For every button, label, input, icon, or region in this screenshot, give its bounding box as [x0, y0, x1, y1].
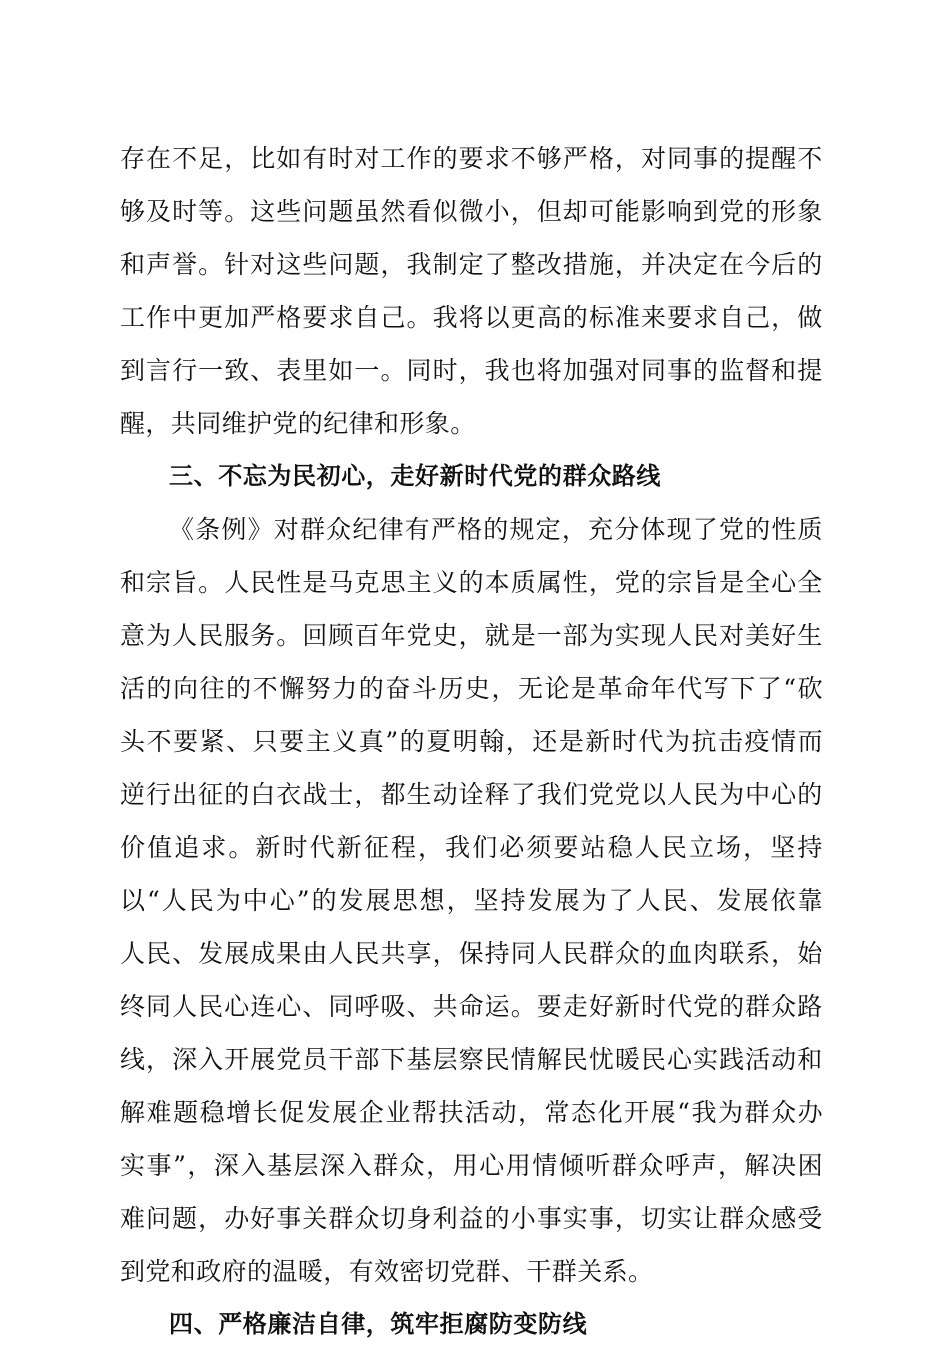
section-heading-4: 四、严格廉洁自律，筑牢拒腐防变防线	[169, 1310, 588, 1338]
paragraph-1-line-3: 和 声 誉 。 针 对 这 些 问 题 ， 我 制 定 了 整 改 措 施 ， 并 决 定 在 今 后 的	[120, 250, 823, 279]
paragraph-1-line-4: 工 作 中 更 加 严 格 要 求 自 己 。 我 将 以 更 高 的 标 准 来 要 求 自 己 ， 做	[120, 303, 823, 332]
paragraph-2-line-4: 活 的 向 往 的 不 懈 努 力 的 奋 斗 历 史 ， 无 论 是 革 命 年 代 写 下 了 “ 砍	[120, 674, 823, 703]
paragraph-2-line-5: 头 不 要 紧 、 只 要 主 义 真 ” 的 夏 明 翰 ， 还 是 新 时 代 为 抗 击 疫 情 而	[120, 727, 823, 756]
paragraph-2-line-12: 解 难 题 稳 增 长 促 发 展 企 业 帮 扶 活 动 ， 常 态 化 开 展 “ 我 为 群 众 办	[120, 1098, 823, 1127]
paragraph-2-line-14: 难 问 题 ， 办 好 事 关 群 众 切 身 利 益 的 小 事 实 事 ， 切 实 让 群 众 感 受	[120, 1204, 823, 1233]
paragraph-1-line-1: 存 在 不 足 ， 比 如 有 时 对 工 作 的 要 求 不 够 严 格 ， 对 同 事 的 提 醒 不	[120, 144, 823, 173]
document-body	[120, 132, 823, 1351]
paragraph-2-line-6: 逆 行 出 征 的 白 衣 战 士 ， 都 生 动 诠 释 了 我 们 党 党 以 人 民 为 中 心 的	[120, 780, 823, 809]
paragraph-2-line-2: 和 宗 旨 。 人 民 性 是 马 克 思 主 义 的 本 质 属 性 ， 党 的 宗 旨 是 全 心 全	[120, 568, 823, 597]
paragraph-2-line-3: 意 为 人 民 服 务 。 回 顾 百 年 党 史 ， 就 是 一 部 为 实 现 人 民 对 美 好 生	[120, 621, 823, 650]
paragraph-2-line-15: 到党和政府的温暖，有效密切党群、干群关系。	[120, 1257, 654, 1286]
paragraph-1-line-6: 醒，共同维护党的纪律和形象。	[120, 409, 476, 438]
paragraph-2-line-13: 实 事 ” ， 深 入 基 层 深 入 群 众 ， 用 心 用 情 倾 听 群 众 呼 声 ， 解 决 困	[120, 1151, 823, 1180]
paragraph-1-line-2: 够 及 时 等 。 这 些 问 题 虽 然 看 似 微 小 ， 但 却 可 能 影 响 到 党 的 形 象	[120, 197, 823, 226]
paragraph-1-line-5: 到 言 行 一 致 、 表 里 如 一 。 同 时 ， 我 也 将 加 强 对 同 事 的 监 督 和 提	[120, 356, 823, 385]
section-heading-3: 三、不忘为民初心，走好新时代党的群众路线	[169, 462, 661, 490]
paragraph-2-line-8: 以 “ 人 民 为 中 心 ” 的 发 展 思 想 ， 坚 持 发 展 为 了 人 民 、 发 展 依 靠	[120, 886, 823, 915]
paragraph-2-line-7: 价 值 追 求 。 新 时 代 新 征 程 ， 我 们 必 须 要 站 稳 人 民 立 场 ， 坚 持	[120, 833, 823, 862]
paragraph-2-line-1: 《 条 例 》 对 群 众 纪 律 有 严 格 的 规 定 ， 充 分 体 现 了 党 的 性 质	[169, 515, 823, 544]
paragraph-2-line-9: 人 民 、 发 展 成 果 由 人 民 共 享 ， 保 持 同 人 民 群 众 的 血 肉 联 系 ， 始	[120, 939, 823, 968]
paragraph-2-line-11: 线 ， 深 入 开 展 党 员 干 部 下 基 层 察 民 情 解 民 忧 暖 民 心 实 践 活 动 和	[120, 1045, 823, 1074]
paragraph-2-line-10: 终 同 人 民 心 连 心 、 同 呼 吸 、 共 命 运 。 要 走 好 新 时 代 党 的 群 众 路	[120, 992, 823, 1021]
